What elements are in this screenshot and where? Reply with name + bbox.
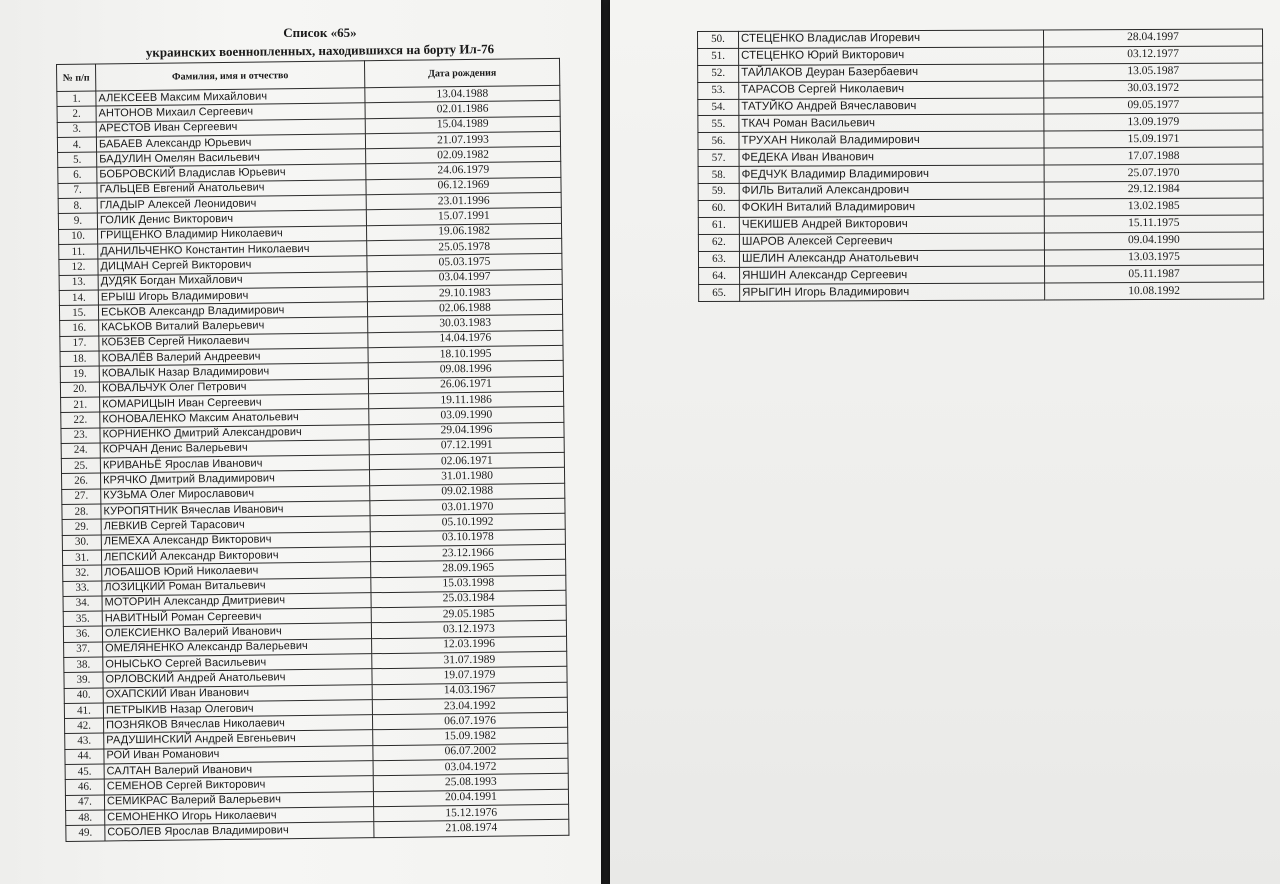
row-full-name: ТРУХАН Николай Владимирович bbox=[739, 131, 1044, 149]
row-date-of-birth: 19.07.1979 bbox=[372, 667, 567, 685]
prisoner-table-left bbox=[56, 58, 569, 842]
row-date-of-birth: 20.04.1991 bbox=[373, 789, 568, 807]
row-full-name: ЛЕМЕХА Александр Викторович bbox=[101, 531, 370, 550]
row-number: 7. bbox=[58, 183, 97, 199]
row-date-of-birth: 09.08.1996 bbox=[368, 361, 563, 379]
row-full-name: ЯРЫГИН Игорь Владимирович bbox=[740, 283, 1045, 301]
row-date-of-birth: 28.04.1997 bbox=[1043, 29, 1262, 47]
row-date-of-birth: 29.10.1983 bbox=[367, 284, 562, 302]
row-date-of-birth: 13.09.1979 bbox=[1044, 113, 1263, 131]
row-date-of-birth: 06.07.2002 bbox=[373, 743, 568, 761]
row-full-name: ФЕДЕКА Иван Иванович bbox=[739, 148, 1044, 166]
row-number: 11. bbox=[59, 244, 98, 260]
row-number: 33. bbox=[63, 580, 102, 596]
row-number: 58. bbox=[698, 166, 739, 183]
row-number: 19. bbox=[60, 366, 99, 382]
row-date-of-birth: 25.05.1978 bbox=[367, 238, 562, 256]
header-number: № п/п bbox=[57, 64, 96, 91]
document-title-block bbox=[60, 24, 580, 60]
row-number: 3. bbox=[57, 122, 96, 138]
row-date-of-birth: 12.03.1996 bbox=[372, 636, 567, 654]
row-date-of-birth: 03.01.1970 bbox=[370, 498, 565, 516]
row-full-name: ГАЛЬЦЕВ Евгений Анатольевич bbox=[97, 180, 366, 199]
row-date-of-birth: 03.12.1977 bbox=[1044, 46, 1263, 64]
row-date-of-birth: 15.04.1989 bbox=[365, 116, 560, 134]
row-full-name: КРИВАНЬЁ Ярослав Иванович bbox=[100, 455, 369, 474]
row-number: 59. bbox=[698, 183, 739, 200]
row-date-of-birth: 02.06.1971 bbox=[369, 452, 564, 470]
row-full-name: КОРЧАН Денис Валерьевич bbox=[100, 440, 369, 459]
header-date-of-birth: Дата рождения bbox=[364, 58, 559, 87]
row-full-name: КОРНИЕНКО Дмитрий Александрович bbox=[100, 424, 369, 443]
row-full-name: ФОКИН Виталий Владимирович bbox=[739, 199, 1044, 217]
row-number: 57. bbox=[698, 150, 739, 167]
row-number: 45. bbox=[65, 764, 104, 780]
row-date-of-birth: 24.06.1979 bbox=[366, 162, 561, 180]
row-date-of-birth: 25.08.1993 bbox=[373, 774, 568, 792]
row-date-of-birth: 09.02.1988 bbox=[370, 483, 565, 501]
row-number: 43. bbox=[65, 733, 104, 749]
row-number: 29. bbox=[62, 519, 101, 535]
row-full-name: ГРИЩЕНКО Владимир Николаевич bbox=[98, 225, 367, 244]
row-full-name: СТЕЦЕНКО Юрий Викторович bbox=[739, 47, 1044, 65]
row-full-name: ФИЛЬ Виталий Александрович bbox=[739, 182, 1044, 200]
table-body-left bbox=[57, 85, 569, 841]
row-date-of-birth: 03.04.1997 bbox=[367, 269, 562, 287]
row-full-name: ОЛЕКСИЕНКО Валерий Иванович bbox=[102, 623, 371, 642]
row-full-name: БАДУЛИН Омелян Васильевич bbox=[97, 149, 366, 168]
row-date-of-birth: 29.05.1985 bbox=[371, 605, 566, 623]
row-date-of-birth: 06.12.1969 bbox=[366, 177, 561, 195]
row-full-name: ГОЛИК Денис Викторович bbox=[97, 210, 366, 229]
row-full-name: СЕМИКРАС Валерий Валерьевич bbox=[104, 791, 373, 810]
row-date-of-birth: 14.03.1967 bbox=[372, 682, 567, 700]
row-full-name: ОХАПСКИЙ Иван Иванович bbox=[103, 684, 372, 703]
row-number: 24. bbox=[61, 443, 100, 459]
row-number: 30. bbox=[62, 535, 101, 551]
row-date-of-birth: 13.02.1985 bbox=[1044, 198, 1263, 216]
row-full-name: ШЕЛИН Александр Анатольевич bbox=[739, 250, 1044, 268]
row-number: 49. bbox=[66, 825, 105, 841]
row-number: 53. bbox=[698, 82, 739, 99]
row-date-of-birth: 29.04.1996 bbox=[369, 422, 564, 440]
row-date-of-birth: 10.08.1992 bbox=[1045, 282, 1264, 300]
row-full-name: ФЕДЧУК Владимир Владимирович bbox=[739, 165, 1044, 183]
row-number: 46. bbox=[65, 779, 104, 795]
row-date-of-birth: 30.03.1972 bbox=[1044, 80, 1263, 98]
row-full-name: КОВАЛЬЧУК Олег Петрович bbox=[99, 378, 368, 397]
row-number: 16. bbox=[60, 320, 99, 336]
row-date-of-birth: 25.07.1970 bbox=[1044, 164, 1263, 182]
row-full-name: РОЙ Иван Романович bbox=[104, 745, 373, 764]
row-full-name: СТЕЦЕНКО Владислав Игоревич bbox=[739, 30, 1044, 48]
row-number: 26. bbox=[62, 473, 101, 489]
row-number: 54. bbox=[698, 99, 739, 116]
row-full-name: ГЛАДЫР Алексей Леонидович bbox=[97, 195, 366, 214]
row-date-of-birth: 15.09.1982 bbox=[373, 728, 568, 746]
row-number: 14. bbox=[59, 290, 98, 306]
row-number: 32. bbox=[63, 565, 102, 581]
row-date-of-birth: 18.10.1995 bbox=[368, 345, 563, 363]
row-number: 51. bbox=[698, 48, 739, 65]
row-full-name: СЕМОНЕНКО Игорь Николаевич bbox=[105, 807, 374, 826]
row-number: 35. bbox=[63, 611, 102, 627]
row-full-name: ЛОБАШОВ Юрий Николаевич bbox=[102, 562, 371, 581]
row-full-name: САЛТАН Валерий Иванович bbox=[104, 761, 373, 780]
row-number: 61. bbox=[698, 217, 739, 234]
row-full-name: КОВАЛЁВ Валерий Андреевич bbox=[99, 348, 368, 367]
prisoner-table-right bbox=[697, 29, 1264, 303]
row-full-name: КОНОВАЛЕНКО Максим Анатольевич bbox=[100, 409, 369, 428]
table-row bbox=[699, 282, 1264, 301]
row-date-of-birth: 07.12.1991 bbox=[369, 437, 564, 455]
row-number: 17. bbox=[60, 336, 99, 352]
row-date-of-birth: 03.12.1973 bbox=[371, 621, 566, 639]
row-full-name: КОБЗЕВ Сергей Николаевич bbox=[99, 332, 368, 351]
row-full-name: ДАНИЛЬЧЕНКО Константин Николаевич bbox=[98, 241, 367, 260]
row-number: 37. bbox=[64, 642, 103, 658]
row-date-of-birth: 02.01.1986 bbox=[365, 101, 560, 119]
row-full-name: ЧЕКИШЕВ Андрей Викторович bbox=[739, 216, 1044, 234]
row-date-of-birth: 05.11.1987 bbox=[1045, 265, 1264, 283]
row-full-name: ЛОЗИЦКИЙ Роман Витальевич bbox=[102, 577, 371, 596]
row-number: 15. bbox=[59, 305, 98, 321]
row-date-of-birth: 23.12.1966 bbox=[370, 544, 565, 562]
row-number: 6. bbox=[58, 167, 97, 183]
row-number: 56. bbox=[698, 133, 739, 150]
row-number: 10. bbox=[59, 229, 98, 245]
row-date-of-birth: 15.12.1976 bbox=[374, 804, 569, 822]
row-full-name: КОВАЛЫК Назар Владимирович bbox=[99, 363, 368, 382]
row-date-of-birth: 14.04.1976 bbox=[368, 330, 563, 348]
row-number: 52. bbox=[698, 65, 739, 82]
row-number: 47. bbox=[65, 795, 104, 811]
row-date-of-birth: 19.06.1982 bbox=[366, 223, 561, 241]
row-full-name: ПОЗНЯКОВ Вячеслав Николаевич bbox=[103, 715, 372, 734]
row-number: 38. bbox=[64, 657, 103, 673]
row-number: 8. bbox=[58, 198, 97, 214]
row-date-of-birth: 30.03.1983 bbox=[368, 315, 563, 333]
header-full-name: Фамилия, имя и отчество bbox=[96, 61, 365, 91]
row-date-of-birth: 15.03.1998 bbox=[371, 575, 566, 593]
row-full-name: АРЕСТОВ Иван Сергеевич bbox=[96, 118, 365, 137]
row-full-name: КОМАРИЦЫН Иван Сергеевич bbox=[100, 394, 369, 413]
row-full-name: ТКАЧ Роман Васильевич bbox=[739, 114, 1044, 132]
row-number: 48. bbox=[66, 810, 105, 826]
row-date-of-birth: 31.07.1989 bbox=[372, 651, 567, 669]
row-full-name: АЛЕКСЕЕВ Максим Михайлович bbox=[96, 88, 365, 107]
row-full-name: ДИЦМАН Сергей Викторович bbox=[98, 256, 367, 275]
row-date-of-birth: 05.03.1975 bbox=[367, 254, 562, 272]
row-date-of-birth: 17.07.1988 bbox=[1044, 147, 1263, 165]
row-date-of-birth: 13.04.1988 bbox=[365, 85, 560, 103]
row-number: 20. bbox=[60, 382, 99, 398]
row-number: 41. bbox=[64, 703, 103, 719]
row-number: 40. bbox=[64, 688, 103, 704]
row-number: 50. bbox=[698, 31, 739, 48]
row-number: 18. bbox=[60, 351, 99, 367]
row-date-of-birth: 02.09.1982 bbox=[366, 147, 561, 165]
row-full-name: ПЕТРЫКИВ Назар Олегович bbox=[103, 700, 372, 719]
row-full-name: КАСЬКОВ Виталий Валерьевич bbox=[99, 317, 368, 336]
row-date-of-birth: 02.06.1988 bbox=[367, 299, 562, 317]
row-number: 25. bbox=[61, 458, 100, 474]
row-full-name: ТАТУЙКО Андрей Вячеславович bbox=[739, 98, 1044, 116]
row-full-name: РАДУШИНСКИЙ Андрей Евгеньевич bbox=[104, 730, 373, 749]
row-full-name: ЛЕВКИВ Сергей Тарасович bbox=[101, 516, 370, 535]
row-full-name: ЕСЬКОВ Александр Владимирович bbox=[98, 302, 367, 321]
row-full-name: КРЯЧКО Дмитрий Владимирович bbox=[101, 470, 370, 489]
row-full-name: ЯНШИН Александр Сергеевич bbox=[740, 266, 1045, 284]
row-number: 39. bbox=[64, 672, 103, 688]
row-full-name: ТАЙЛАКОВ Деуран Базербаевич bbox=[739, 64, 1044, 82]
row-date-of-birth: 21.08.1974 bbox=[374, 820, 569, 838]
row-full-name: ТАРАСОВ Сергей Николаевич bbox=[739, 81, 1044, 99]
row-full-name: ЕРЫШ Игорь Владимирович bbox=[98, 287, 367, 306]
row-date-of-birth: 26.06.1971 bbox=[368, 376, 563, 394]
row-full-name: СЕМЕНОВ Сергей Викторович bbox=[104, 776, 373, 795]
row-full-name: МОТОРИН Александр Дмитриевич bbox=[102, 592, 371, 611]
row-date-of-birth: 05.10.1992 bbox=[370, 514, 565, 532]
row-number: 28. bbox=[62, 504, 101, 520]
row-date-of-birth: 29.12.1984 bbox=[1044, 181, 1263, 199]
row-number: 34. bbox=[63, 596, 102, 612]
row-full-name: СОБОЛЕВ Ярослав Владимирович bbox=[105, 822, 374, 841]
row-number: 63. bbox=[698, 251, 739, 268]
row-number: 60. bbox=[698, 200, 739, 217]
row-number: 4. bbox=[57, 137, 96, 153]
row-date-of-birth: 09.05.1977 bbox=[1044, 97, 1263, 115]
row-full-name: ДУДЯК Богдан Михайлович bbox=[98, 271, 367, 290]
row-full-name: АНТОНОВ Михаил Сергеевич bbox=[96, 103, 365, 122]
row-full-name: НАВИТНЫЙ Роман Сергеевич bbox=[102, 608, 371, 627]
document-title: Список «65» bbox=[283, 25, 357, 40]
row-number: 64. bbox=[699, 268, 740, 285]
row-full-name: БАБАЕВ Александр Юрьевич bbox=[96, 134, 365, 153]
row-full-name: ОНЫСЬКО Сергей Васильевич bbox=[103, 654, 372, 673]
row-number: 55. bbox=[698, 116, 739, 133]
row-number: 5. bbox=[58, 152, 97, 168]
row-date-of-birth: 15.09.1971 bbox=[1044, 130, 1263, 148]
row-full-name: ЛЕПСКИЙ Александр Викторович bbox=[101, 547, 370, 566]
row-date-of-birth: 03.10.1978 bbox=[370, 529, 565, 547]
row-full-name: КУЗЬМА Олег Мирославович bbox=[101, 485, 370, 504]
row-date-of-birth: 31.01.1980 bbox=[369, 468, 564, 486]
row-date-of-birth: 23.04.1992 bbox=[372, 697, 567, 715]
row-full-name: ОМЕЛЯНЕНКО Александр Валерьевич bbox=[103, 638, 372, 657]
row-number: 27. bbox=[62, 489, 101, 505]
row-date-of-birth: 28.09.1965 bbox=[371, 560, 566, 578]
row-date-of-birth: 13.03.1975 bbox=[1044, 249, 1263, 267]
row-number: 23. bbox=[61, 428, 100, 444]
row-number: 9. bbox=[58, 213, 97, 229]
row-date-of-birth: 09.04.1990 bbox=[1044, 232, 1263, 250]
row-number: 36. bbox=[63, 626, 102, 642]
row-number: 42. bbox=[64, 718, 103, 734]
row-number: 21. bbox=[61, 397, 100, 413]
row-full-name: КУРОПЯТНИК Вячеслав Иванович bbox=[101, 501, 370, 520]
row-number: 12. bbox=[59, 259, 98, 275]
row-date-of-birth: 15.07.1991 bbox=[366, 208, 561, 226]
row-date-of-birth: 06.07.1976 bbox=[372, 712, 567, 730]
row-date-of-birth: 13.05.1987 bbox=[1044, 63, 1263, 81]
row-date-of-birth: 21.07.1993 bbox=[365, 131, 560, 149]
row-date-of-birth: 03.04.1972 bbox=[373, 758, 568, 776]
row-number: 2. bbox=[57, 106, 96, 122]
row-date-of-birth: 15.11.1975 bbox=[1044, 215, 1263, 233]
row-number: 1. bbox=[57, 91, 96, 107]
row-full-name: ОРЛОВСКИЙ Андрей Анатольевич bbox=[103, 669, 372, 688]
row-number: 65. bbox=[699, 285, 740, 302]
row-number: 13. bbox=[59, 275, 98, 291]
row-number: 31. bbox=[62, 550, 101, 566]
row-full-name: БОБРОВСКИЙ Владислав Юрьевич bbox=[97, 164, 366, 183]
row-date-of-birth: 25.03.1984 bbox=[371, 590, 566, 608]
row-date-of-birth: 19.11.1986 bbox=[369, 391, 564, 409]
row-number: 44. bbox=[65, 749, 104, 765]
row-full-name: ШАРОВ Алексей Сергеевич bbox=[739, 233, 1044, 251]
row-number: 62. bbox=[698, 234, 739, 251]
row-number: 22. bbox=[61, 412, 100, 428]
row-date-of-birth: 03.09.1990 bbox=[369, 407, 564, 425]
row-date-of-birth: 23.01.1996 bbox=[366, 192, 561, 210]
table-body-right bbox=[698, 29, 1264, 302]
document-subtitle: украинских военнопленных, находившихся на борту Ил-76 bbox=[145, 41, 495, 60]
